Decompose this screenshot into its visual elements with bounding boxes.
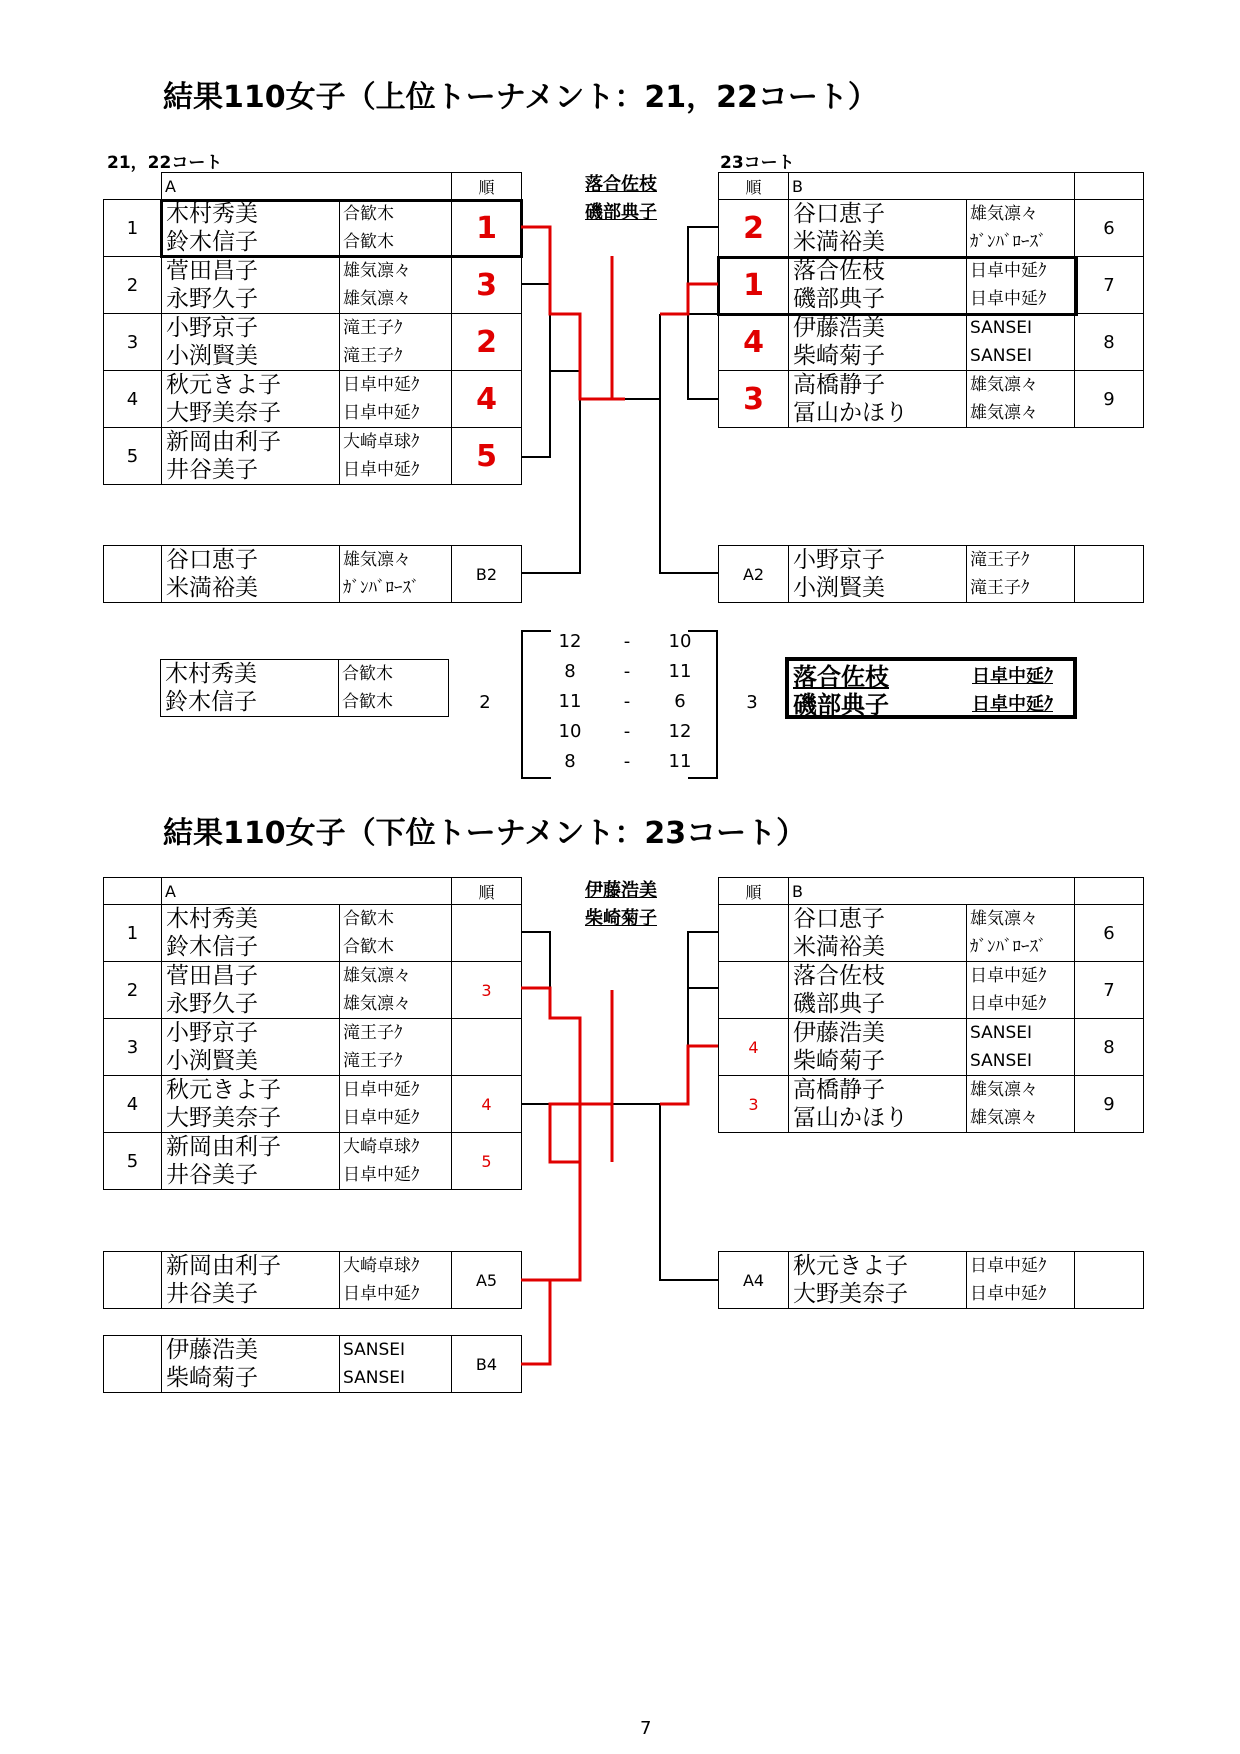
club-name: 大崎卓球ｸ [343,1256,420,1276]
pair-number: 5 [104,428,162,485]
player-name: 冨山かほり [793,400,908,426]
club-name: SANSEI [970,1051,1032,1071]
club-name: 大崎卓球ｸ [343,1137,420,1157]
rank-header: 順 [719,173,789,200]
player-name: 磯部典子 [793,691,889,719]
rank-value: 1 [452,200,522,257]
club-name: ｶﾞﾝﾊﾞﾛｰｽﾞ [970,937,1047,957]
club-name: 日卓中延ｸ [970,966,1047,986]
club-name: 日卓中延ｸ [343,1165,420,1185]
player-name: 小渕賢美 [793,575,885,601]
player-name: 菅田昌子 [166,963,258,989]
rank-value: 5 [452,428,522,485]
player-name: 新岡由利子 [166,429,281,455]
club-name: 滝王子ｸ [343,318,403,338]
bracket-line [660,399,718,573]
rank-value: 4 [719,314,789,371]
page-number: 7 [640,1718,652,1739]
bracket-line [522,631,551,778]
group-b-label: B [789,173,1075,200]
upper-court-right: 23コート [720,153,795,173]
player-name: 米満裕美 [793,934,885,960]
rank-value: 4 [719,1019,789,1076]
club-name: 合歓木 [343,937,394,957]
club-name: 雄気凛々 [970,1080,1038,1100]
club-name: SANSEI [970,346,1032,366]
bracket-winner-line [521,1104,612,1280]
group-a-label: A [162,173,452,200]
pair-number: 2 [104,962,162,1019]
rank-value: 2 [719,200,789,257]
rank-header: 順 [452,878,522,905]
club-name: SANSEI [343,1368,405,1388]
club-name: 日卓中延ｸ [343,403,420,423]
club-name: ｶﾞﾝﾊﾞﾛｰｽﾞ [970,232,1047,252]
player-name: 鈴木信子 [166,934,258,960]
player-name: 落合佐枝 [793,258,885,284]
rank-value: 4 [452,371,522,428]
pair-number: 1 [104,200,162,257]
pair-number: 8 [1075,314,1144,371]
player-name: 新岡由利子 [166,1253,281,1279]
upper-court-left: 21，22コート [107,153,223,173]
player-name: 新岡由利子 [166,1134,281,1160]
club-name: 雄気凛々 [970,403,1038,423]
upper-title: 結果110女子（上位トーナメント：21，22コート） [163,80,878,115]
player-name: 秋元きよ子 [166,372,281,398]
club-name: SANSEI [970,318,1032,338]
club-name: 雄気凛々 [343,994,411,1014]
pair-number: 7 [1075,257,1144,314]
club-name: 日卓中延ｸ [970,1256,1047,1276]
score-sep: - [623,661,631,682]
club-name: 日卓中延ｸ [343,1108,420,1128]
score-right: 12 [668,721,692,742]
score-left: 8 [564,751,576,772]
player-name: 柴崎菊子 [166,1365,258,1391]
bracket-winner-line [521,1280,550,1364]
club-name: 日卓中延ｸ [343,1080,420,1100]
pair-number: 4 [104,1076,162,1133]
club-name: 日卓中延ｸ [970,289,1047,309]
pair-number: 6 [1075,200,1144,257]
club-name: 雄気凛々 [970,375,1038,395]
club-name: 雄気凛々 [343,289,411,309]
player-name: 秋元きよ子 [166,1077,281,1103]
player-name: 磯部典子 [793,991,885,1017]
club-name: 滝王子ｸ [343,1023,403,1043]
player-name: 小野京子 [793,547,885,573]
player-name: 柴崎菊子 [793,1048,885,1074]
seed-label: A4 [719,1252,789,1309]
pair-number: 1 [104,905,162,962]
score-sep: - [623,631,631,652]
bracket-winner-line [521,227,625,399]
bracket-winner-line [521,988,580,1162]
club-name: 日卓中延ｸ [972,666,1053,687]
seed-label: B2 [452,546,522,603]
club-name: 合歓木 [343,204,394,224]
rank-header: 順 [452,173,522,200]
club-name: 雄気凛々 [970,909,1038,929]
bracket-line [688,631,717,778]
club-name: 日卓中延ｸ [343,460,420,480]
score-left: 11 [558,691,582,712]
rank-value: 2 [452,314,522,371]
player-name: 伊藤浩美 [166,1337,258,1363]
rank-header: 順 [719,878,789,905]
player-name: 木村秀美 [166,906,258,932]
club-name: 日卓中延ｸ [343,375,420,395]
bracket-winner-line [660,1046,718,1104]
score-right: 10 [668,631,692,652]
club-name: 日卓中延ｸ [343,1284,420,1304]
rank-value: 4 [452,1076,522,1133]
player-name: 鈴木信子 [166,229,258,255]
player-name: 井谷美子 [166,1162,258,1188]
club-name: SANSEI [343,1340,405,1360]
player-name: 木村秀美 [165,661,257,687]
pair-number: 5 [104,1133,162,1190]
score-right: 11 [668,661,692,682]
pair-number: 6 [1075,905,1144,962]
final-right-games: 3 [746,692,758,713]
pair-number: 8 [1075,1019,1144,1076]
seed-label: A2 [719,546,789,603]
player-name: 磯部典子 [793,286,885,312]
club-name: 日卓中延ｸ [970,1284,1047,1304]
player-name: 小渕賢美 [166,1048,258,1074]
rank-value: 3 [452,962,522,1019]
lower-bracket [521,932,718,1364]
player-name: 永野久子 [166,286,258,312]
club-name: 合歓木 [343,909,394,929]
pair-number: 3 [104,314,162,371]
pair-number: 7 [1075,962,1144,1019]
score-sep: - [623,691,631,712]
player-name: 谷口恵子 [166,547,258,573]
rank-value: 1 [719,257,789,314]
player-name: 秋元きよ子 [793,1253,908,1279]
player-name: 谷口恵子 [793,906,885,932]
player-name: 菅田昌子 [166,258,258,284]
club-name: 日卓中延ｸ [970,994,1047,1014]
player-name: 高橋静子 [793,372,885,398]
club-name: 雄気凛々 [970,204,1038,224]
club-name: 合歓木 [342,692,393,712]
club-name: 雄気凛々 [343,261,411,281]
club-name: 滝王子ｸ [970,550,1030,570]
bracket-line [521,932,550,1018]
player-name: 小野京子 [166,1020,258,1046]
pair-number: 2 [104,257,162,314]
score-sep: - [623,721,631,742]
rank-value: 3 [719,1076,789,1133]
score-left: 12 [558,631,582,652]
lower-title: 結果110女子（下位トーナメント：23コート） [163,816,807,851]
player-name: 伊藤浩美 [793,315,885,341]
club-name: 滝王子ｸ [970,578,1030,598]
group-a-label: A [162,878,452,905]
player-name: 大野美奈子 [793,1281,908,1307]
player-name: 小野京子 [166,315,258,341]
club-name: 合歓木 [342,664,393,684]
player-name: 井谷美子 [166,457,258,483]
seed-label: A5 [452,1252,522,1309]
player-name: 高橋静子 [793,1077,885,1103]
final-left-games: 2 [479,692,491,713]
club-name: 滝王子ｸ [343,1051,403,1071]
player-name: 大野美奈子 [166,400,281,426]
bracket-line [625,314,660,399]
club-name: ｶﾞﾝﾊﾞﾛｰｽﾞ [343,578,420,598]
player-name: 米満裕美 [166,575,258,601]
club-name: 合歓木 [343,232,394,252]
player-name: 冨山かほり [793,1105,908,1131]
player-name: 米満裕美 [793,229,885,255]
player-name: 落合佐枝 [793,963,885,989]
lower-champion-1: 伊藤浩美 [585,880,657,901]
club-name: 日卓中延ｸ [972,694,1053,715]
rank-value: 3 [719,371,789,428]
score-left: 10 [558,721,582,742]
lower-champion-2: 柴崎菊子 [585,908,657,929]
bracket-line [521,284,550,457]
upper-champion-1: 落合佐枝 [585,174,657,195]
club-name: 雄気凛々 [343,550,411,570]
bracket-line [612,1104,718,1280]
club-name: 大崎卓球ｸ [343,432,420,452]
upper-champion-2: 磯部典子 [585,202,657,223]
club-name: 日卓中延ｸ [970,261,1047,281]
player-name: 大野美奈子 [166,1105,281,1131]
player-name: 伊藤浩美 [793,1020,885,1046]
club-name: 雄気凛々 [970,1108,1038,1128]
club-name: 雄気凛々 [343,966,411,986]
player-name: 鈴木信子 [165,689,257,715]
player-name: 谷口恵子 [793,201,885,227]
player-name: 永野久子 [166,991,258,1017]
player-name: 柴崎菊子 [793,343,885,369]
seed-label: B4 [452,1336,522,1393]
club-name: 滝王子ｸ [343,346,403,366]
score-right: 11 [668,751,692,772]
rank-value: 3 [452,257,522,314]
score-right: 6 [674,691,686,712]
bracket-winner-line [660,284,718,314]
player-name: 落合佐枝 [793,663,889,691]
rank-value: 5 [452,1133,522,1190]
score-left: 8 [564,661,576,682]
player-name: 木村秀美 [166,201,258,227]
pair-number: 3 [104,1019,162,1076]
group-b-label: B [789,878,1075,905]
pair-number: 4 [104,371,162,428]
pair-number: 9 [1075,1076,1144,1133]
upper-bracket [521,227,718,778]
score-sep: - [623,751,631,772]
player-name: 井谷美子 [166,1281,258,1307]
player-name: 小渕賢美 [166,343,258,369]
club-name: SANSEI [970,1023,1032,1043]
pair-number: 9 [1075,371,1144,428]
